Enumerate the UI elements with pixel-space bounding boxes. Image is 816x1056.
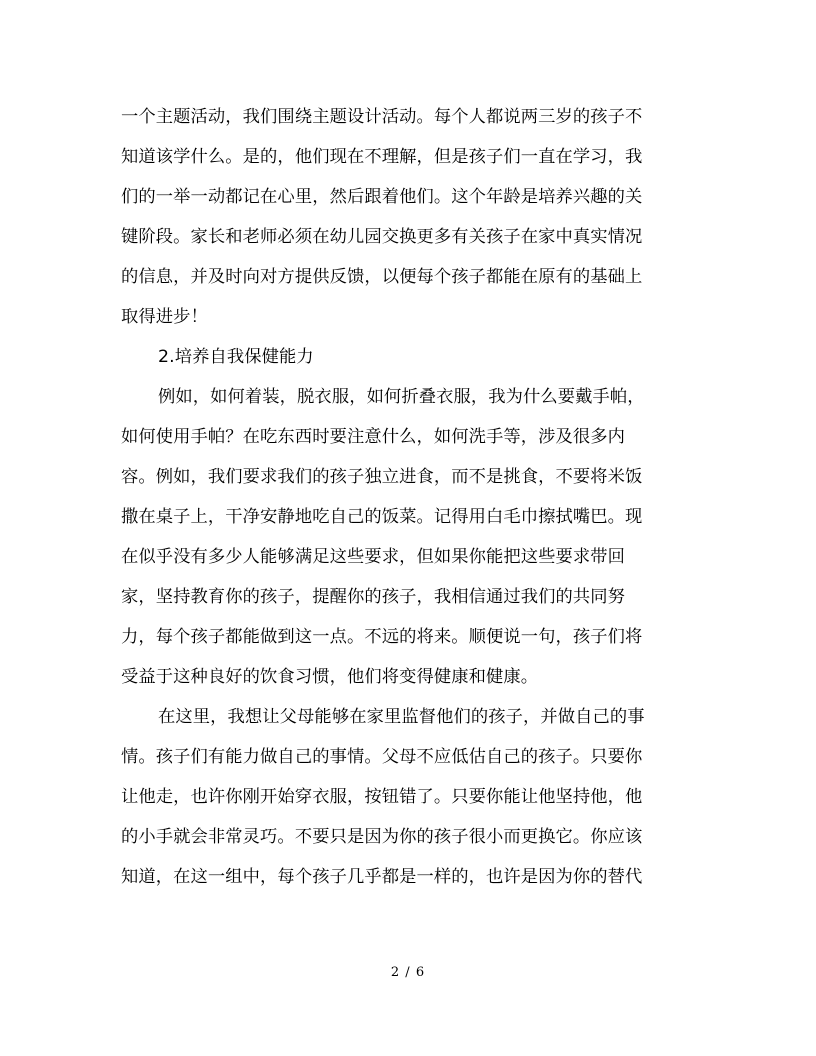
text-line: 家，坚持教育你的孩子，提醒你的孩子，我相信通过我们的共同努 [121,587,626,607]
text-line: 知道该学什么。是的，他们现在不理解，但是孩子们一直在学习，我 [121,147,643,167]
text-line: 在似乎没有多少人能够满足这些要求，但如果你能把这些要求带回 [121,547,626,567]
page-number: 2 / 6 [390,965,426,980]
text-line: 一个主题活动，我们围绕主题设计活动。每个人都说两三岁的孩子不 [121,107,643,127]
text-line: 如何使用手帕？在吃东西时要注意什么，如何洗手等，涉及很多内 [121,427,626,447]
text-line: 力，每个孩子都能做到这一点。不远的将来。顺便说一句，孩子们将 [121,627,643,647]
text-line: 知道，在这一组中，每个孩子几乎都是一样的，也许是因为你的替代 [121,867,643,887]
text-line: 让他走，也许你刚开始穿衣服，按钮错了。只要你能让他坚持他，他 [121,787,643,807]
text-line: 受益于这种良好的饮食习惯，他们将变得健康和健康。 [121,667,539,687]
text-line: 的小手就会非常灵巧。不要只是因为你的孩子很小而更换它。你应该 [121,827,643,847]
text-line: 键阶段。家长和老师必须在幼儿园交换更多有关孩子在家中真实情况 [121,227,643,247]
text-line: 情。孩子们有能力做自己的事情。父母不应低估自己的孩子。只要你 [121,747,643,767]
text-line: 例如，如何着装，脱衣服，如何折叠衣服，我为什么要戴手帕， [158,387,645,407]
text-line: 取得进步！ [121,307,208,327]
text-line: 容。例如，我们要求我们的孩子独立进食，而不是挑食，不要将米饭 [121,467,643,487]
text-line: 撒在桌子上，干净安静地吃自己的饭菜。记得用白毛巾擦拭嘴巴。现 [121,507,643,527]
text-line: 的信息，并及时向对方提供反馈，以便每个孩子都能在原有的基础上 [121,267,643,287]
section-heading: 2.培养自我保健能力 [158,347,314,367]
text-line: 在这里，我想让父母能够在家里监督他们的孩子，并做自己的事 [158,707,645,727]
text-line: 们的一举一动都记在心里，然后跟着他们。这个年龄是培养兴趣的关 [121,187,643,207]
